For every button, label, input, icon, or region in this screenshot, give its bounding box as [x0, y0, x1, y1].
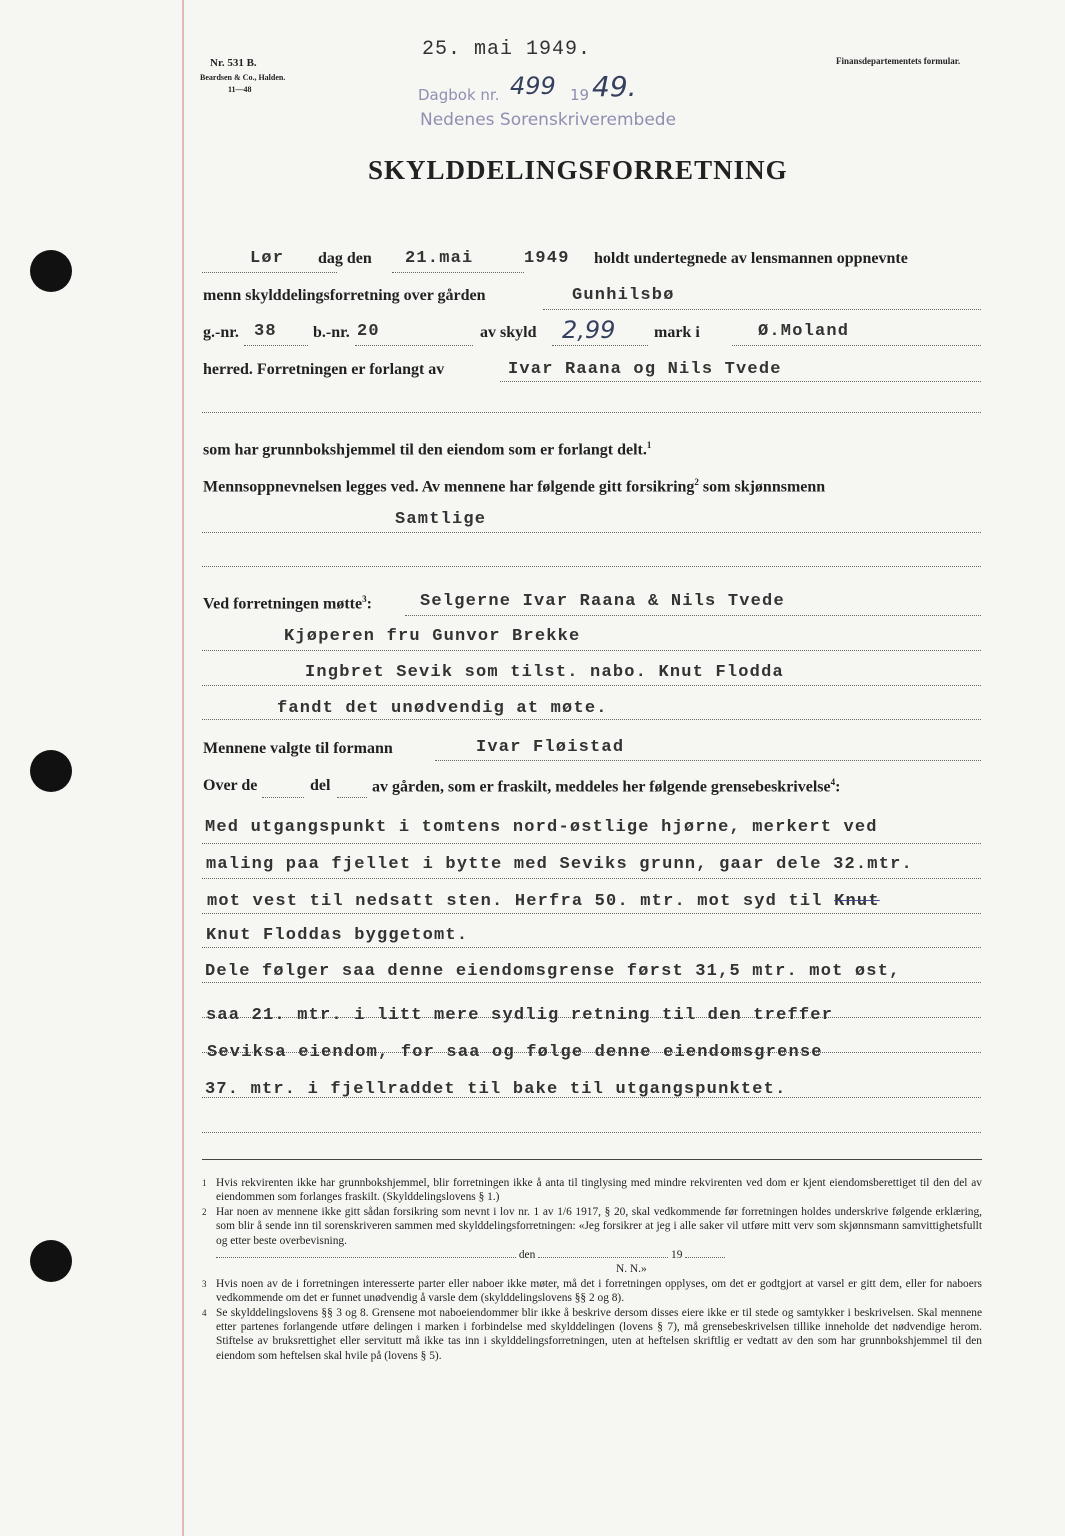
- menn-text: Mennsoppnevnelsen legges ved. Av mennene har følgende gitt forsikring$^2$ som skjønnsmenn: [203, 477, 826, 496]
- printer-name: Beardsen & Co., Halden.: [200, 73, 286, 82]
- over-c: av gården, som er fraskilt, meddeles her følgende grensebeskrivelse$^4$:: [372, 777, 841, 796]
- skyld-label: av skyld: [480, 324, 537, 341]
- men-text: menn skylddelingsforretning over gården: [203, 287, 486, 304]
- chair-label: Mennene valgte til formann: [203, 740, 393, 757]
- skyld-value: 2,99: [562, 316, 616, 344]
- punch-hole: [30, 1240, 72, 1282]
- chair-value: Ivar Fløistad: [476, 738, 625, 757]
- office-stamp: Nedenes Sorenskriverembede: [420, 110, 677, 130]
- dagbok-label: Dagbok nr.: [418, 86, 500, 104]
- footnote-1: 1 Hvis rekvirenten ikke har grunnbokshjemmel, blir forretningen ikke å anta til tinglysing med mindre rekvirenten ved dom er kjent eiendomsberettiget til den del av eiendommen som forlanges fraskilt. (Skylddelingslovens § 1.): [202, 1177, 982, 1204]
- over-a: Over de: [203, 777, 258, 794]
- footnotes: [202, 1176, 982, 1363]
- description-line: saa 21. mtr. i litt mere sydlig retning til den treffer: [206, 1006, 834, 1025]
- footnote-4: 4 Se skylddelingslovens §§ 3 og 8. Grensene mot naboeiendommer blir ikke å beskrive dersom disses eiere ikke er til stede og samtykker i beskrivelsen. Skal mennene etter partenes forlangende utføre delingen i marken i forbindelse med skylddelingen (lovens § 7), må grensebeskrivelsen tillike inneholde det nødvendige herom. Stiftelse av bruksrettighet eller servitutt må ikke tas inn i skylddelingsforretningen, uten at heftelsen skriftlig er vedtatt av den som har grunnbokshjemmel til den eiendom som heftelsen skal hvile på (lovens § 5).: [202, 1306, 982, 1362]
- year-value: 1949: [524, 249, 570, 268]
- met-label: Ved forretningen møtte$^3$:: [203, 594, 372, 613]
- punch-hole: [30, 250, 72, 292]
- footnote-3: 3 Hvis noen av de i forretningen interesserte parter eller naboer ikke møter, må det i forretningen opplyses, om det er godtgjort at varsel er gitt dem, eller for naboers vedkommende om det er funnet unødvendig å varsle dem (skylddelingslovens §§ 2 og 8).: [202, 1277, 982, 1305]
- bnr-label: b.-nr.: [313, 324, 350, 341]
- dagbok-year-prefix: 19: [570, 86, 590, 104]
- print-code: 11—48: [228, 85, 252, 94]
- description-line: Dele følger saa denne eiendomsgrense først 31,5 mtr. mot øst,: [205, 962, 901, 981]
- punch-hole: [30, 750, 72, 792]
- mark-label: mark i: [654, 324, 700, 341]
- met-line: fandt det unødvendig at møte.: [277, 699, 608, 718]
- dagbok-number: 499: [510, 72, 556, 100]
- footnote-2-signature-line: den 19: [202, 1248, 982, 1262]
- description-line: 37. mtr. i fjellraddet til bake til utgangspunktet.: [205, 1080, 787, 1099]
- herred-text: herred. Forretningen er forlangt av: [203, 361, 445, 378]
- over-b: del: [310, 777, 331, 794]
- dagbok-year: 49.: [592, 70, 637, 103]
- description-line: Seviksa eiendom, for saa og følge denne eiendomsgrense: [207, 1043, 823, 1062]
- date-value: 21.mai: [405, 249, 474, 268]
- margin-line: [182, 0, 184, 1536]
- ministry-form-label: Finansdepartementets formular.: [836, 56, 961, 66]
- insured-value: Samtlige: [395, 510, 487, 529]
- description-line: Med utgangspunkt i tomtens nord-østlige hjørne, merkert ved: [205, 818, 878, 837]
- met-line: Kjøperen fru Gunvor Brekke: [284, 627, 581, 646]
- struck-word: Knut: [834, 892, 880, 911]
- farm-value: Gunhilsbø: [572, 286, 675, 305]
- met-line: Ingbret Sevik som tilst. nabo. Knut Flodda: [305, 663, 784, 682]
- description-line: Knut Floddas byggetomt.: [206, 926, 469, 945]
- handwritten-date: 25. mai 1949.: [422, 38, 592, 61]
- herred-value: Ø.Moland: [758, 322, 850, 341]
- footnote-rule: [202, 1159, 982, 1160]
- requested-by-value: Ivar Raana og Nils Tvede: [508, 360, 782, 379]
- description-line: maling paa fjellet i bytte med Seviks grunn, gaar dele 32.mtr.: [206, 855, 913, 874]
- footnote-2-sign: N. N.»: [616, 1263, 647, 1276]
- description-line: mot vest til nedsatt sten. Herfra 50. mtr. mot syd til Knut: [207, 892, 880, 911]
- footnote-2: 2 Har noen av mennene ikke gitt sådan forsikring som nevnt i lov nr. 1 av 1/6 1917, § 20, skal vedkommende før forretningen holdes underskrive følgende erklæring, som blir å sende inn til sorenskriveren sammen med skylddelingsforretningen: «Jeg forsikrer at jeg i alle saker vil utføre mitt verv som skjønnsmann samvittighetsfullt og etter beste overbevisning.: [202, 1205, 982, 1247]
- gnr-label: g.-nr.: [203, 324, 239, 341]
- day-label: dag den: [318, 250, 372, 267]
- met-line: Selgerne Ivar Raana & Nils Tvede: [420, 592, 785, 611]
- grunnbok-text: som har grunnbokshjemmel til den eiendom som er forlangt delt.$^1$: [203, 440, 652, 459]
- bnr-value: 20: [357, 322, 380, 341]
- held-text: holdt undertegnede av lensmannen oppnevnte: [594, 250, 908, 267]
- document-title: SKYLDDELINGSFORRETNING: [368, 155, 788, 185]
- gnr-value: 38: [254, 322, 277, 341]
- form-number: Nr. 531 B.: [210, 57, 257, 69]
- day-value: Lør: [250, 249, 285, 268]
